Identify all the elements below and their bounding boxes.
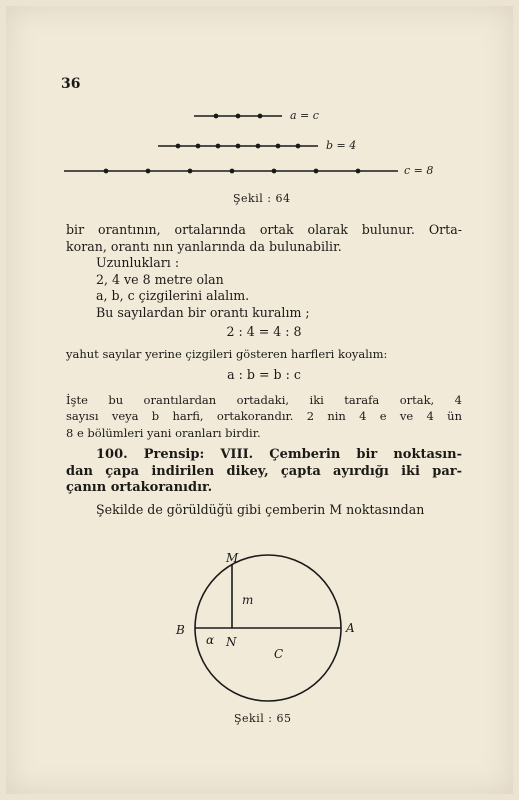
label-a: a = c — [290, 109, 319, 122]
paragraph2-line2: sayısı veya b harfi, ortakorandır. 2 nin 4 e ve 4 ün — [66, 409, 462, 423]
paragraph2-line3: 8 e bölümleri yani oranları birdir. — [66, 425, 261, 440]
lengths-line2: 2, 4 ve 8 metre olan — [96, 271, 224, 287]
paragraph2-line1: İşte bu orantılardan ortadaki, iki tarafa ortak, 4 — [66, 392, 462, 407]
lengths-line3: a, b, c çizgilerini alalım. — [96, 288, 250, 303]
label-b: b = 4 — [326, 139, 357, 152]
last-line: Şekilde de görüldüğü gibi çemberin M noktasından — [96, 501, 425, 517]
label-alpha: α — [206, 633, 215, 647]
label-c: c = 8 — [404, 164, 434, 177]
principle-line1: 100. Prensip: VIII. Çemberin bir noktasın- — [96, 447, 462, 462]
label-C: C — [274, 647, 284, 661]
figure-65-caption: Şekil : 65 — [234, 712, 292, 725]
label-m: m — [242, 593, 254, 607]
label-M: M — [226, 551, 239, 565]
label-N: N — [226, 635, 237, 649]
proportion-letters: a : b = b : c — [227, 367, 301, 382]
paragraph1-line2: koran, orantı nın yanlarında da bulunabilir. — [66, 238, 342, 254]
paragraph1-line1: bir orantının, ortalarında ortak olarak bulunur. Orta- — [66, 222, 462, 237]
label-A: A — [346, 621, 355, 635]
label-B: B — [176, 623, 185, 637]
figure-64-caption: Şekil : 64 — [233, 192, 291, 205]
figure-65-circle — [6, 6, 513, 794]
proportion-numbers: 2 : 4 = 4 : 8 — [226, 324, 302, 339]
page-number: 36 — [61, 76, 81, 92]
replace-line: yahut sayılar yerine çizgileri gösteren harfleri koyalım: — [66, 346, 388, 361]
principle-line2: dan çapa indirilen dikey, çapta ayırdığı iki par- — [66, 463, 462, 479]
principle-line3: çanın ortakoranıdır. — [66, 480, 213, 495]
lengths-line1: Uzunlukları : — [96, 255, 180, 270]
book-page — [6, 6, 513, 794]
lengths-line4: Bu sayılardan bir orantı kuralım ; — [96, 304, 310, 320]
